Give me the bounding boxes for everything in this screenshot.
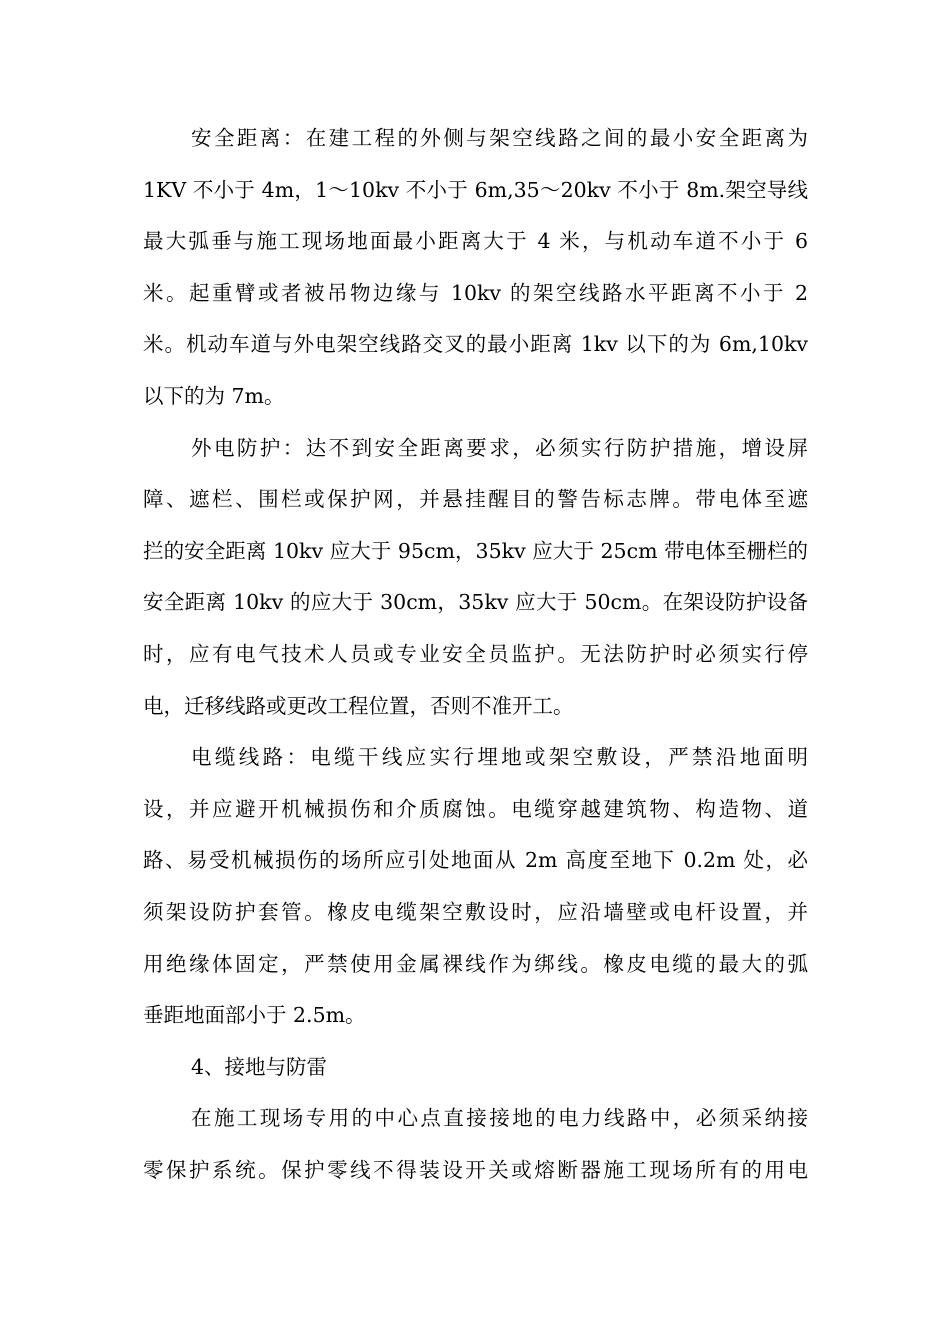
text-line: 拦的安全距离 10kv 应大于 95cm，35kv 应大于 25cm 带电体至栅栏的	[143, 538, 808, 563]
text-line: 米。机动车道与外电架空线路交叉的最小距离 1kv 以下的为 6m,10kv	[143, 332, 808, 357]
text-line: 时，应有电气技术人员或专业安全员监护。无法防护时必须实行停	[143, 641, 808, 666]
text-line: 最大弧垂与施工现场地面最小距离大于 4 米，与机动车道不小于 6	[143, 229, 808, 254]
section-heading: 4、接地与防雷	[191, 1054, 328, 1079]
text-line: 在施工现场专用的中心点直接接地的电力线路中，必须采纳接	[191, 1106, 808, 1131]
text-line: 以下的为 7m。	[143, 383, 285, 408]
text-line: 用绝缘体固定，严禁使用金属裸线作为绑线。橡皮电缆的最大的弧	[143, 951, 808, 976]
text-line: 路、易受机械损伤的场所应引处地面从 2m 高度至地下 0.2m 处，必	[143, 848, 808, 873]
text-line: 安全距离 10kv 的应大于 30cm，35kv 应大于 50cm。在架设防护设备	[143, 590, 808, 615]
document-body	[143, 113, 808, 1196]
paragraph-cable-lines	[143, 732, 808, 1042]
section-heading-grounding	[143, 1042, 808, 1094]
paragraph-grounding	[143, 1093, 808, 1196]
text-line: 外电防护：达不到安全距离要求，必须实行防护措施，增设屏	[191, 435, 808, 460]
text-line: 须架设防护套管。橡皮电缆架空敷设时，应沿墙壁或电杆设置，并	[143, 899, 808, 924]
text-line: 电缆线路：电缆干线应实行埋地或架空敷设，严禁沿地面明	[191, 745, 808, 770]
text-line: 零保护系统。保护零线不得装设开关或熔断器施工现场所有的用电	[143, 1157, 808, 1182]
text-line: 障、遮栏、围栏或保护网，并悬挂醒目的警告标志牌。带电体至遮	[143, 487, 808, 512]
text-line: 设，并应避开机械损伤和介质腐蚀。电缆穿越建筑物、构造物、道	[143, 796, 808, 821]
text-line: 垂距地面部小于 2.5m。	[143, 1003, 366, 1028]
text-line: 电，迁移线路或更改工程位置，否则不准开工。	[143, 693, 574, 718]
paragraph-safety-distance	[143, 113, 808, 423]
text-line: 安全距离：在建工程的外侧与架空线路之间的最小安全距离为	[191, 126, 808, 150]
text-line: 1KV 不小于 4m，1～10kv 不小于 6m,35～20kv 不小于 8m.架空导线	[143, 177, 808, 202]
paragraph-external-protection	[143, 423, 808, 733]
text-line: 米。起重臂或者被吊物边缘与 10kv 的架空线路水平距离不小于 2	[143, 280, 808, 305]
